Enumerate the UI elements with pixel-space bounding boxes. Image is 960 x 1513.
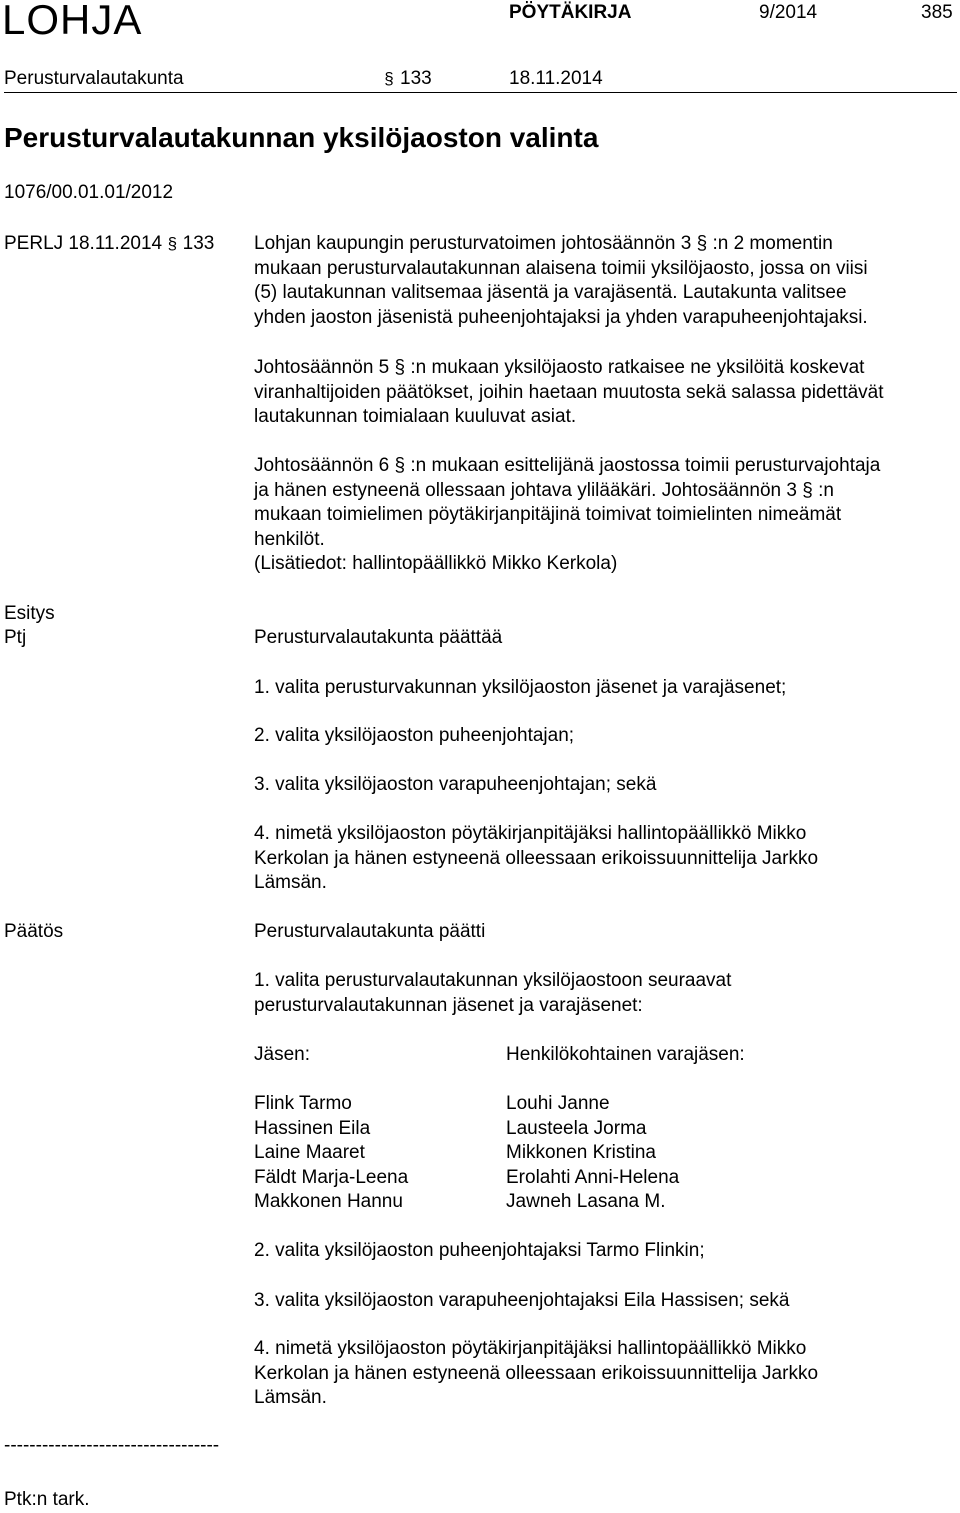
decision-item-3: 3. valita yksilöjaoston varapuheenjohtajaksi Eila Hassisen; sekä — [254, 1290, 790, 1311]
intro-paragraph-2: Johtosäännön 5 § :n mukaan yksilöjaosto ratkaisee ne yksilöitä koskevat viranhaltijoiden päätökset, joihin haetaan muutosta sekä salassa pidettävät lautakunnan toimialaan kuuluvat asiat. — [254, 357, 884, 428]
signature-line: ---------------------------------- — [4, 1435, 220, 1456]
proposal-item-3: 3. valita yksilöjaoston varapuheenjohtajan; sekä — [254, 774, 657, 795]
decision-item-2: 2. valita yksilöjaoston puheenjohtajaksi Tarmo Flinkin; — [254, 1240, 705, 1261]
section-mark: § — [384, 69, 394, 88]
decision-heading: Perusturvalautakunta päätti — [254, 921, 486, 942]
document-type: PÖYTÄKIRJA — [509, 2, 632, 23]
member-column-header: Jäsen: — [254, 1044, 310, 1065]
lohja-logo: LOHJA — [2, 0, 143, 43]
proposal-item-4: 4. nimetä yksilöjaoston pöytäkirjanpitäjäksi hallintopäällikkö Mikko Kerkolan ja hänen estyneenä olleessaan erikoissuunnittelija Jarkko Lämsän. — [254, 823, 819, 894]
list-item: Mikkonen Kristina — [506, 1142, 656, 1164]
meeting-date: 18.11.2014 — [509, 68, 603, 89]
list-item: Laine Maaret — [254, 1142, 365, 1164]
decision-item-4: 4. nimetä yksilöjaoston pöytäkirjanpitäjäksi hallintopäällikkö Mikko Kerkolan ja hänen estyneenä olleessaan erikoissuunnittelija Jarkko Lämsän. — [254, 1338, 819, 1409]
section-number: 133 — [400, 68, 432, 89]
list-item: Erolahti Anni-Helena — [506, 1166, 680, 1188]
deputy-list — [506, 1092, 679, 1215]
list-item: Jawneh Lasana M. — [506, 1191, 666, 1213]
proposer-label: Ptj — [4, 627, 27, 648]
member-list — [254, 1092, 408, 1215]
page-number: 385 — [921, 2, 953, 23]
page-title: Perusturvalautakunnan yksilöjaoston valinta — [4, 122, 599, 153]
list-item: Louhi Janne — [506, 1093, 610, 1114]
reference-section-number: 133 — [182, 233, 215, 254]
protocol-number: 9/2014 — [759, 2, 818, 23]
list-item: Lausteela Jorma — [506, 1117, 647, 1139]
reference-section-mark: § — [167, 234, 178, 253]
decision-item-1: 1. valita perusturvalautakunnan yksilöjaostoon seuraavat perusturvalautakunnan jäsenet ja varajäsenet: — [254, 970, 732, 1016]
reference-line — [4, 232, 214, 257]
diary-number: 1076/00.01.01/2012 — [4, 182, 174, 203]
deputy-column-header: Henkilökohtainen varajäsen: — [506, 1044, 745, 1065]
list-item: Fäldt Marja-Leena — [254, 1166, 409, 1188]
minutes-check-note: Ptk:n tark. — [4, 1489, 90, 1510]
proposal-item-2: 2. valita yksilöjaoston puheenjohtajan; — [254, 725, 575, 746]
reference-prefix: PERLJ 18.11.2014 — [4, 233, 163, 254]
list-item: Makkonen Hannu — [254, 1191, 403, 1213]
proposal-label: Esitys — [4, 603, 55, 624]
list-item: Flink Tarmo — [254, 1093, 352, 1114]
intro-paragraph-3: Johtosäännön 6 § :n mukaan esittelijänä jaostossa toimii perusturvajohtaja ja hänen estyneenä ollessaan johtava ylilääkäri. Johtosäännön 3 § :n mukaan toimielimen pöytäkirjanpitäjinä toimivat toimielinten nimeämät henkilöt. (Lisätiedot: hallintopäällikkö Mikko Kerkola) — [254, 455, 881, 575]
intro-paragraph-1: Lohjan kaupungin perusturvatoimen johtosäännön 3 § :n 2 momentin mukaan perusturvalautakunnan alaisena toimii yksilöjaosto, jossa on viisi (5) lautakunnan valitsemaa jäsentä ja varajäsentä. Lautakunta valitsee yhden jaoston jäsenistä puheenjohtajaksi ja yhden varapuheenjohtajaksi. — [254, 233, 868, 328]
proposal-item-1: 1. valita perusturvakunnan yksilöjaoston jäsenet ja varajäsenet; — [254, 677, 787, 698]
proposal-heading: Perusturvalautakunta päättää — [254, 627, 503, 648]
committee-name: Perusturvalautakunta — [4, 68, 184, 89]
list-item: Hassinen Eila — [254, 1117, 371, 1139]
header-divider — [4, 92, 957, 93]
decision-label: Päätös — [4, 921, 64, 942]
